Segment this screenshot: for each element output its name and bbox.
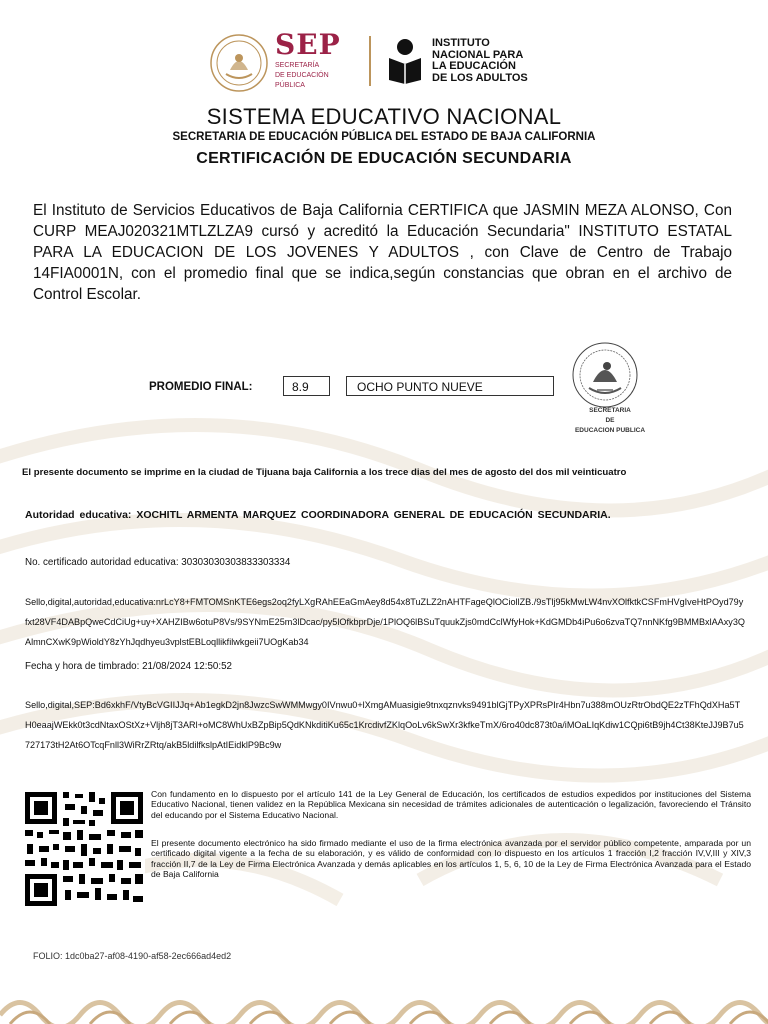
seal-label-line-3: EDUCACION PUBLICA [574,427,646,434]
national-seal-icon [210,34,268,92]
legal-paragraph-1: Con fundamento en lo dispuesto por el artículo 141 de la Ley General de Educación, los certificados de estudios expedidos por instituciones del Sistema Educativo Nacional, tienen validez en la República Mexicana sin necesidad de trámites adicionales de autenticación o legalización, favoreciendo el Tránsito del educando por el Sistema Educativo Nacional. [151,789,751,820]
system-title: SISTEMA EDUCATIVO NACIONAL [206,104,562,129]
certificado-number: No. certificado autoridad educativa: 30303030303833303334 [25,557,291,568]
promedio-label: PROMEDIO FINAL: [149,381,253,393]
inea-reader-icon [385,38,425,84]
secretaria-subtitle: SECRETARIA DE EDUCACIÓN PÚBLICA DEL ESTADO DE BAJA CALIFORNIA [172,131,596,143]
header-divider [369,36,371,86]
autoridad-educativa: Autoridad educativa: XOCHITL ARMENTA MARQUEZ COORDINADORA GENERAL DE EDUCACIÓN SECUNDARIA. [25,509,611,521]
inea-line-1: INSTITUTO [432,37,490,49]
sep-logo [275,30,341,90]
inea-line-3: LA EDUCACIÓN [432,60,516,72]
inea-logo-text [432,38,528,84]
legal-paragraph-2: El presente documento electrónico ha sido firmado mediante el uso de la firma electrónica avanzada por el servidor público competente, amparada por un certificado digital vigente a la fecha de su elaboración, y es válido de conformidad con lo dispuesto en los artículos 1 fracción I,2 fracción IV,V,III y XIV,3 fracción II,7 de la Ley de Firma Electrónica Avanzada y demás aplicables en los artículos 1, 5, 6, 10 de la Ley de Firma Electrónica Avanzada para el Estado de Baja California [151,838,751,880]
sep-sub-line-2: DE EDUCACIÓN [275,72,329,79]
seal-label-line-2: DE [605,417,615,424]
certification-body: El Instituto de Servicios Educativos de Baja California CERTIFICA que JASMIN MEZA ALONSO, Con CURP MEAJ020321MTLZLZA9 cursó y acreditó la Educación Secundaria" INSTITUTO ESTATAL PARA LA EDUCACION DE LOS JOVENES Y ADULTOS , con Clave de Centro de Trabajo 14FIA0001N, con el promedio final que se indica,según constancias que obran en el archivo de Control Escolar. [33,202,732,303]
sep-logo-text: SEP [275,28,341,61]
fecha-timbrado: Fecha y hora de timbrado: 21/08/2024 12:50:52 [25,661,232,672]
folio: FOLIO: 1dc0ba27-af08-4190-af58-2ec666ad4ed2 [33,951,232,961]
promedio-value: 8.9 [283,376,330,396]
promedio-words: OCHO PUNTO NUEVE [346,376,554,396]
sello-digital-autoridad: Sello,digital,autoridad,educativa:nrLcY8+FMTOMSnKTE6egs2oq2fyLXgRAhEEaGmAey8d54x8TuZLZ2nAHTFageQlOCiollZB./9sTlj95kMwLW4nvXOlfktkCSFmHVgIveHtPOyd79yfxt28VF4DABpQweCdCiUg+uy+XAHZIBw6otuP8Vs/9SYNmE25m3lDcac/py5lOfkbprDje/1PlOQ6lBSuTquukZjs0mdCclWfyHok+KdGMDb4iPu6o6zvaTQ7nnNKfg9BMMBxlAAxy3QAlmnCXwK9pWioldY8zYhJqdhyeu3vplstEBLoqllikfilwkgeii7UOgKab34 [25,597,745,647]
seal-label-line-1: SECRETARIA [589,407,631,414]
certification-title: CERTIFICACIÓN DE EDUCACIÓN SECUNDARIA [196,150,572,167]
sep-sub-line-1: SECRETARÍA [275,62,320,69]
inea-line-2: NACIONAL PARA [432,48,524,61]
sello-digital-sep: Sello,digital,SEP:Bd6xkhF/VtyBcVGIIJJq+Ab1egkD2jn8JwzcSwWMMwgy0IVnwu0+lXmgAMuasigie9tnxqznvks9491blGjTPyXPRsPIr4Hbn7u388mOUzRtrObdQE2zTFhQdXHa5TH0eaajWEkk0t3cdNtaxOStXz+Vljh8jT3ARl+oMC8WhUxBZpBip5QdKNkditiKu65c1KrcdivfZKlqOoLv6kSwXr3kfkeTmX/6ro40dc873t0a/iMOaLIqKdiw1CQpi6tB9jh4Ct38KteJJ9B7u5727173tH2At6OTcqFnll3WiRrZRtq/akB5ldilfkslpAtIEidklP9Bc9w [25,700,744,750]
inea-line-4: DE LOS ADULTOS [432,71,528,84]
qr-code-icon[interactable] [23,790,145,908]
mexico-coat-of-arms-icon [567,340,643,410]
city-date-line: El presente documento se imprime en la ciudad de Tijuana baja California a los trece dias del mes de agosto del dos mil veinticuatro [22,467,627,478]
seal-label [560,406,660,436]
decorative-bottom-band [0,985,768,1024]
sep-sub-line-3: PÚBLICA [275,82,305,89]
